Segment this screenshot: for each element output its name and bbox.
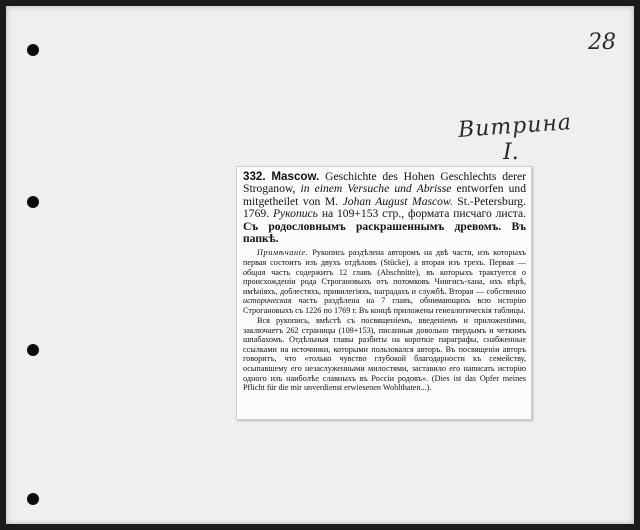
entry-author-full: Johan August Mascow.	[342, 194, 453, 208]
binding-hole-upper-middle	[27, 196, 39, 208]
catalog-entry	[243, 171, 526, 245]
note-text-italic-a: общая	[243, 267, 266, 277]
entry-number: 332.	[243, 170, 266, 183]
entry-title-italic: in einem Versuche und Abrisse	[300, 182, 452, 196]
handwritten-shelf-number: I.	[503, 140, 519, 165]
entry-note	[243, 248, 526, 315]
entry-note-paragraph-2: Вся рукопись, вмѣстѣ съ посвященіемъ, введеніемъ и приложеніями, заключаетъ 262 страницы (109+153), писанныя довольно твердымъ и четкимъ шпабахомъ. Отдѣльныя главы разбиты на короткіе параграфы, снабженные ссылками на источники, которыми пользовался авторъ. Въ посвященіи авторъ говоритъ, что «только чувство глубокой благодарности къ семейству, осыпавшему его незаслуженными милостями, заставило его написать исторію одного изъ наиболѣе славныхъ въ Россіи родовъ». (Dies ist das Opfer meines Pflicht für die mir unverdienst erwiesenen Wohlthaten...).	[243, 316, 526, 393]
entry-title-part2: entworfen und mitgetheilet von M.	[243, 182, 527, 208]
note-text-c: часть раздѣлена на 7 главъ, обнимающихъ всю исторію Строгановыхъ съ 1226 по 1769 г. Въ концѣ приложены генеалогическія таблицы.	[243, 296, 527, 315]
entry-author: Mascow.	[271, 170, 320, 183]
binding-hole-lower-middle	[27, 344, 39, 356]
binding-hole-top	[27, 44, 39, 56]
entry-manuscript-label: Рукопись	[272, 207, 318, 221]
binding-hole-bottom	[27, 493, 39, 505]
entry-description: на 109+153 стр., формата писчаго листа.	[321, 207, 526, 221]
entry-place-year: St.-Petersburg. 1769.	[243, 194, 526, 221]
handwritten-page-number: 28	[588, 30, 616, 55]
entry-title-part1: Geschichte des Hohen Geschlechts derer Stroganow,	[243, 170, 527, 196]
note-text-b: часть содержитъ 12 главъ (Abschnitte), въ которыхъ трактуется о происхожденіи рода Строгановыхъ отъ потомковъ Чингисъ-хана, ихъ вѣрѣ, имѣніяхъ, доблестяхъ, привилегіяхъ, наградахъ и службѣ. Вторая — собственно	[243, 267, 526, 296]
entry-description-bold: Съ родословнымъ раскрашеннымъ древомъ. Въ папкѣ.	[243, 219, 526, 246]
note-text-italic-b: историческая	[243, 296, 292, 306]
handwritten-shelf-label: Витрина	[457, 110, 573, 143]
note-label: Примѣчаніе.	[257, 248, 309, 258]
note-text-a: Рукопись раздѣлена авторомъ на двѣ части, изъ которыхъ первая состоитъ изъ двухъ отдѣловъ (Stücke), а вторая изъ трехъ. Первая —	[243, 248, 526, 267]
catalog-clipping	[236, 166, 532, 420]
